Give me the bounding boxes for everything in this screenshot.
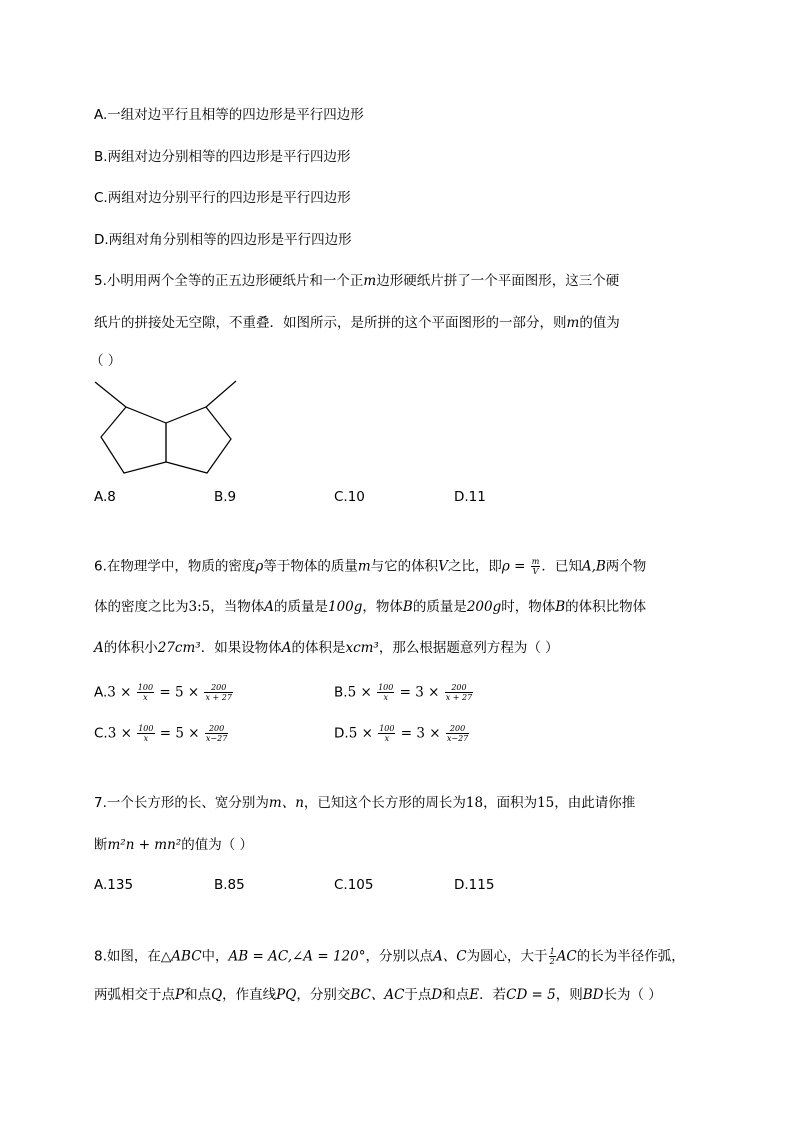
q6-AB: A,B	[581, 558, 606, 575]
q6-rho: ρ	[255, 558, 264, 575]
q5-line1	[94, 272, 619, 290]
q4-option-d: D.两组对角分别相等的四边形是平行四边形	[94, 232, 352, 248]
frac-den: 2	[549, 957, 555, 966]
q6-line2	[94, 598, 646, 616]
q7-line2	[94, 836, 253, 854]
q6-text: 之比，即	[447, 558, 502, 575]
frac	[137, 724, 154, 743]
q6-line3	[94, 639, 559, 657]
q5-text: 5.小明用两个全等的正五边形硬纸片和一个正	[94, 273, 364, 289]
frac	[446, 724, 469, 743]
q6-V: V	[438, 558, 448, 575]
opt-expr: 3 ×	[107, 725, 132, 742]
q7-option-b: B.85	[214, 877, 245, 893]
q6-text: ，那么根据题意列方程为（ ）	[378, 640, 559, 656]
q8-text: 和点	[184, 987, 212, 1003]
q6-text: ．已知	[541, 558, 582, 575]
right-extension-edge	[206, 381, 236, 407]
frac-num: 100	[138, 724, 154, 733]
frac-num: m	[531, 557, 540, 566]
q8-text: 长为（ ）	[603, 987, 662, 1003]
right-pentagon	[166, 407, 231, 473]
q8-PQ: PQ	[276, 987, 297, 1003]
q5-option-d: D.11	[454, 489, 486, 505]
q8-P: P	[175, 987, 185, 1003]
q7-text: 断	[94, 837, 108, 853]
q5-text: 纸片的拼接处无空隙，不重叠．如图所示，是所拼的这个平面图形的一部分，则	[94, 315, 567, 331]
q6-text: 时，物体	[501, 599, 556, 615]
q8-text: 为圆心，大于	[466, 948, 548, 965]
q7-text: ，已知这个长方形的周长为	[303, 795, 466, 811]
frac	[378, 724, 395, 743]
frac	[204, 683, 232, 702]
q7-text: 的值为（ ）	[181, 837, 254, 853]
q8-text: 8.如图，在	[94, 948, 161, 965]
q6-ratio: 3:5	[188, 599, 211, 615]
q8-condition: AB = AC,∠A = 120°	[228, 948, 366, 965]
q8-Q: Q	[211, 987, 223, 1003]
q8-E: E	[469, 987, 480, 1003]
q7-option-c: C.105	[334, 877, 374, 893]
q5-text: 边形硬纸片拼了一个平面图形，这三个硬	[376, 273, 620, 289]
q8-CD: CD = 5	[506, 987, 556, 1003]
q6-text: 与它的体积	[370, 558, 439, 575]
q8-text: ，分别以点	[365, 948, 433, 965]
frac-num: 1	[549, 947, 555, 956]
q7-text: ，由此请你推	[554, 795, 636, 811]
q6-m: m	[357, 558, 371, 575]
q4-option-c: C.两组对边分别平行的四边形是平行四边形	[94, 190, 351, 206]
q8-D: D	[431, 987, 443, 1003]
q5-option-a: A.8	[94, 489, 116, 505]
q6-text: 等于物体的质量	[263, 558, 358, 575]
q5-line2	[94, 314, 620, 332]
q7-text: 7.一个长方形的长、宽分别为	[94, 795, 269, 811]
frac-den: x−27	[446, 734, 469, 743]
opt-expr: 5 ×	[347, 684, 372, 701]
q6-option-b	[334, 683, 474, 702]
q8-AC: A、C	[432, 948, 467, 965]
frac-den: x	[383, 693, 388, 702]
q4-option-b: B.两组对边分别相等的四边形是平行四边形	[94, 149, 351, 165]
q6-text: 体的密度之比为	[94, 599, 189, 615]
opt-expr: 5 ×	[348, 725, 373, 742]
frac	[377, 683, 394, 702]
frac-den: x + 27	[445, 693, 473, 702]
q5-var-m: m	[566, 315, 580, 331]
opt-expr: = 3 ×	[400, 725, 441, 742]
opt-label: A.	[94, 684, 108, 701]
q7-expression: m²n + mn²	[107, 837, 182, 853]
q8-text: 的长为半径作弧，	[576, 948, 685, 965]
q6-text: 的质量是	[412, 599, 467, 615]
pentagon-shapes	[95, 381, 236, 473]
opt-expr: = 5 ×	[159, 684, 200, 701]
q8-AC: AC	[556, 948, 577, 965]
frac-num: 200	[204, 683, 232, 693]
frac-num: 100	[379, 724, 395, 733]
q5-option-c: C.10	[334, 489, 365, 505]
q8-line1	[94, 947, 685, 966]
q7-mn: m、n	[268, 795, 304, 811]
q6-A: A	[281, 640, 292, 656]
q6-option-c	[94, 724, 229, 743]
q6-text: 的体积比物体	[565, 599, 647, 615]
q7-line1	[94, 794, 635, 812]
q4-option-a: A.一组对边平行且相等的四边形是平行四边形	[94, 107, 364, 123]
q7-perimeter: 18	[465, 795, 484, 811]
frac-num: 200	[445, 683, 473, 693]
q6-text: 6.在物理学中，物质的密度	[94, 558, 256, 575]
q6-B: B	[555, 599, 566, 615]
frac-den: V	[532, 567, 539, 576]
q6-option-d	[334, 724, 470, 743]
opt-expr: = 5 ×	[159, 725, 200, 742]
frac-num: 200	[446, 724, 469, 734]
q8-text: ，作直线	[222, 987, 277, 1003]
q7-option-d: D.115	[454, 877, 495, 893]
q6-mass-b: 200g	[466, 599, 502, 615]
q8-text: 两弧相交于点	[94, 987, 175, 1003]
q6-mass-a: 100g	[327, 599, 363, 615]
q8-BD: BD	[582, 987, 604, 1003]
opt-expr: = 3 ×	[399, 684, 440, 701]
frac-num: 100	[137, 683, 154, 692]
frac-den: x	[384, 734, 390, 743]
q6-text: 两个物	[605, 558, 647, 575]
q6-text: 的体积小	[103, 640, 158, 656]
left-pentagon	[101, 407, 166, 473]
q6-text: 的体积是	[291, 640, 346, 656]
q6-line1	[94, 557, 646, 576]
q7-area: 15	[537, 795, 555, 811]
frac-den: x−27	[205, 734, 228, 743]
q6-diff: 27cm³	[157, 640, 201, 656]
frac	[137, 683, 154, 702]
q7-text: ，面积为	[483, 795, 538, 811]
opt-label: B.	[334, 684, 348, 701]
opt-label: C.	[94, 725, 108, 742]
q8-BC-AC: BC、AC	[350, 987, 405, 1003]
q6-B: B	[402, 599, 413, 615]
q6-rho-eq: ρ =	[501, 558, 526, 575]
q6-option-a	[94, 683, 234, 702]
q6-xcm: xcm³	[345, 640, 379, 656]
q8-text: ，则	[555, 987, 583, 1003]
q8-text: 和点	[442, 987, 470, 1003]
frac	[445, 683, 473, 702]
q6-text: 的质量是	[273, 599, 328, 615]
q6-density-fraction	[531, 557, 541, 576]
q5-var-m: m	[363, 273, 377, 289]
q8-line2	[94, 986, 662, 1004]
q6-A: A	[264, 599, 274, 615]
q8-text: ，分别交	[296, 987, 351, 1003]
q8-text: ．若	[479, 987, 507, 1003]
q7-option-a: A.135	[94, 877, 134, 893]
opt-expr: 3 ×	[107, 684, 132, 701]
q5-text: 的值为	[579, 315, 620, 331]
q6-A: A	[94, 640, 104, 656]
frac-num: 200	[205, 724, 228, 734]
q8-triangle: △ABC	[160, 948, 202, 965]
q6-text: ，物体	[362, 599, 403, 615]
q5-bracket: （ ）	[90, 353, 122, 369]
q5-option-b: B.9	[214, 489, 237, 505]
frac-den: x	[143, 734, 149, 743]
frac	[205, 724, 228, 743]
q8-half-fraction	[549, 947, 556, 966]
q8-text: 中，	[201, 948, 229, 965]
opt-label: D.	[334, 725, 349, 742]
pentagon-figure	[90, 378, 250, 478]
frac-den: x + 27	[205, 693, 232, 702]
left-extension-edge	[95, 382, 126, 407]
q6-text: ．如果设物体	[200, 640, 282, 656]
q6-text: ，当物体	[210, 599, 265, 615]
frac-den: x	[143, 693, 148, 702]
frac-num: 100	[378, 683, 394, 692]
q8-text: 于点	[404, 987, 432, 1003]
